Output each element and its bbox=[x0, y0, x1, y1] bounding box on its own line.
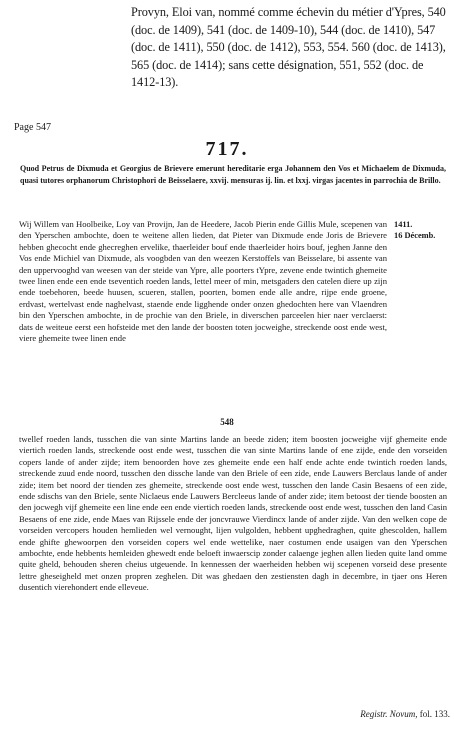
source-citation bbox=[250, 709, 450, 719]
page-label: Page 547 bbox=[14, 122, 51, 133]
margin-date-year: 1411. bbox=[394, 220, 413, 229]
latin-summary: Quod Petrus de Dixmuda et Georgius de Brievere emerunt hereditarie erga Johannem den Vos et Michaelem de Dixmuda, quasi tutores orphanorum Christophori de Beisselaere, xxvij. mensuras ij. lin. et lxxj. virgas jacentes in parrochia de Brillo. bbox=[20, 164, 446, 185]
charter-text-part-1: Wij Willem van Hoolbeike, Loy van Provijn, Jan de Heedere, Jacob Pierin ende Gillis Mule, scepenen van den Yperschen ambochte, doen te weitene allen lieden, dat Pieter van Dixmude ende Joris de Brievere hebben ghecocht ende ghecreghen ervelike, thaerleider bouf ende thaerleider hoirs bouf, jeghen Janne den Vos ende Michiel van Dixmude, als voogbden van den weezen Kerstoffels van Beisselare, bi assente van den uppervooghd van weesen van der steide van Ypre, alle poorters tYpre, zevene ende twintich ghemeite twee linen ende een ende tseventich roeden lands, lettel meer of min, metsgaders den catelen diere up zijn ende toebehoren, beede huusen, scueren, stallen, poorten, bomen ende alle andre, rijpe ende groene, erdvast, wertelvast ende naghelvast, staende ende ligghende onder onzen ghedochten here van Vlaendren bin den Yperschen ambochte, in de prochie van den Briele, in diverschen parceelen hier naer verclaerst: dats de weiteue eerst een hofsteide met den lande der boosten toten jocweighe, streckende oost ende west, viere ghemeite twee linen ende bbox=[19, 219, 387, 344]
margin-date-day: 16 Décemb. bbox=[394, 231, 436, 241]
index-entry: Provyn, Eloi van, nommé comme échevin du métier d'Ypres, 540 (doc. de 1409), 541 (doc. de 1409-10), 544 (doc. de 1410), 547 (doc. de 1411), 550 (doc. de 1412), 553, 554. 560 (doc. de 1413), 565 (doc. de 1414); sans cette désignation, 551, 552 (doc. de 1412-13). bbox=[131, 5, 446, 89]
charter-text-part-2: twellef roeden lands, tusschen die van sinte Martins lande an beede ziden; item boosten jocweighe vijf ghemeite ende viertich roeden lands, streckende oost ende west, tusschen die van sinte Martins lande of ene zijde, ende den vorseiden copers lande of ander zijde; item benoorden hove zes ghemeite ende een half ende achte ende twintich roeden lands, streckende zuud ende noord, tusschen den dissche lande van den Briele of een zide, ende Lauwers Berclaus lande of ander zide; item bet noord der tienden zes ghemeite, streckende oost ende west, tusschen den lande Casin Besaens of een zide, ende sdischs van den Briele, sente Niclaeus ende Lauwers Bercleeus lande of ander zide; item betoost der tiende boosten an den jocwegh vijf ghemeite een line ende een ende viertich roeden lands, streckende oost ende west, tusschen den land Casin Besaens of ene zide, ende Maes van Rijssele ende der joncvrauwe Vierdincx lande of ander zijde. Van den welken cope de vorseiden vercopers houden hemlieden wel vernought, lijen vulgolden, hebbent upghedraghen, quite ghescolden, hallem ende ghifte ghewoorpen den vorseiden copers wel ende wettelike, naer costumen ende usaigen van den Yperschen ambochte, ende hebbents hemleiden ghewedt ende beloeft inwaerscip zonder calaenge jeghen allen lieden quite land omme quite gheld, behouden sheren cheius utgeuende. In kennessen der waerheiden hebben wij scepenen vorseid dese presente lettre gheseigheld met onzen propren zeghelen. Dit was ghedaen den zestiensten dagh in decembre, in tjaer ons Heren dusentich vierehondert ende elleveue. bbox=[19, 434, 447, 593]
margin-date bbox=[394, 219, 452, 242]
document-number: 717. bbox=[205, 138, 249, 160]
page-number: 548 bbox=[220, 417, 234, 427]
citation-folio: fol. 133. bbox=[419, 709, 450, 719]
citation-source: Registr. Novum, bbox=[360, 709, 418, 719]
